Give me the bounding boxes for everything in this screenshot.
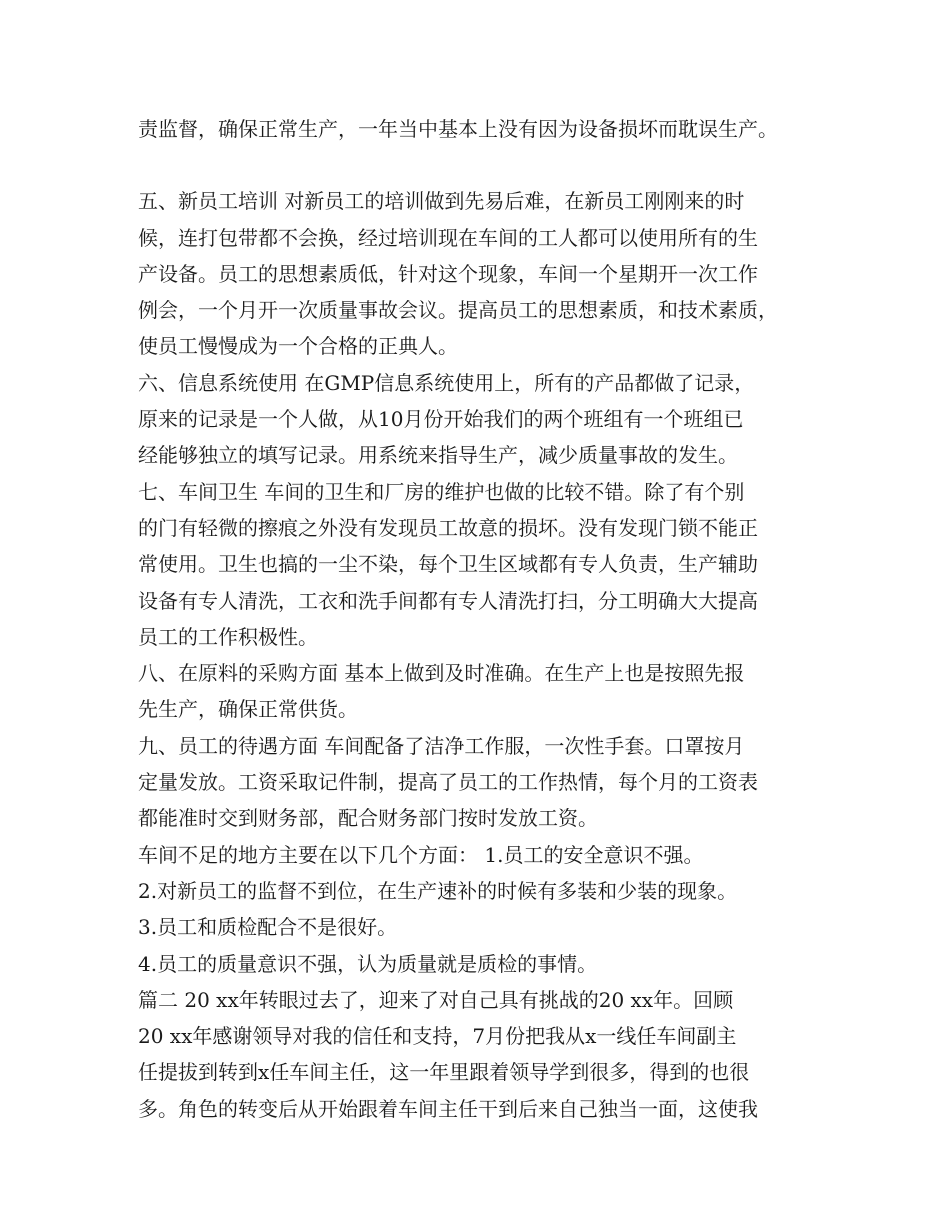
document-body <box>138 111 828 1127</box>
text-line: 都能准时交到财务部，配合财务部门按时发放工资。 <box>138 806 598 831</box>
text-line: 五、新员工培训 对新员工的培训做到先易后难，在新员工刚刚来的时 <box>138 189 745 214</box>
text-line: 设备有专人清洗，工衣和洗手间都有专人清洗打扫，分工明确大大提高 <box>138 588 758 613</box>
text-line: 车间不足的地方主要在以下几个方面： 1.员工的安全意识不强。 <box>138 842 704 867</box>
text-line: 员工的工作积极性。 <box>138 624 318 649</box>
text-line: 七、车间卫生 车间的卫生和厂房的维护也做的比较不错。除了有个别 <box>138 479 745 504</box>
text-line: 六、信息系统使用 在GMP信息系统使用上，所有的产品都做了记录， <box>138 370 755 395</box>
text-line: 2.对新员工的监督不到位，在生产速补的时候有多装和少装的现象。 <box>138 878 738 903</box>
text-line: 篇二 20 xx年转眼过去了，迎来了对自己具有挑战的20 xx年。回顾 <box>138 987 734 1012</box>
text-line: 九、员工的待遇方面 车间配备了洁净工作服，一次性手套。口罩按月 <box>138 733 745 758</box>
text-line: 3.员工和质检配合不是很好。 <box>138 915 398 940</box>
text-line: 4.员工的质量意识不强，认为质量就是质检的事情。 <box>138 951 598 976</box>
text-line: 多。角色的转变后从开始跟着车间主任干到后来自己独当一面，这使我 <box>138 1096 758 1121</box>
text-line: 常使用。卫生也搞的一尘不染，每个卫生区域都有专人负责，生产辅助 <box>138 552 758 577</box>
text-line: 候，连打包带都不会换，经过培训现在车间的工人都可以使用所有的生 <box>138 225 758 250</box>
text-line: 原来的记录是一个人做，从10月份开始我们的两个班组有一个班组已 <box>138 407 744 432</box>
text-line: 使员工慢慢成为一个合格的正典人。 <box>138 334 458 359</box>
text-line: 例会，一个月开一次质量事故会议。提高员工的思想素质，和技术素质， <box>138 298 778 323</box>
text-line: 20 xx年感谢领导对我的信任和支持，7月份把我从x一线任车间副主 <box>138 1024 737 1049</box>
text-line: 八、在原料的采购方面 基本上做到及时准确。在生产上也是按照先报 <box>138 661 745 686</box>
text-line: 先生产，确保正常供货。 <box>138 697 358 722</box>
text-line: 经能够独立的填写记录。用系统来指导生产，减少质量事故的发生。 <box>138 443 738 468</box>
text-line: 定量发放。工资采取记件制，提高了员工的工作热情，每个月的工资表 <box>138 770 758 795</box>
text-line: 的门有轻微的擦痕之外没有发现员工故意的损坏。没有发现门锁不能正 <box>138 515 758 540</box>
text-line: 任提拔到转到x任车间主任，这一年里跟着领导学到很多，得到的也很 <box>138 1060 750 1085</box>
text-line: 责监督，确保正常生产，一年当中基本上没有因为设备损坏而耽误生产。 <box>138 117 778 141</box>
paragraph-gap <box>138 147 828 183</box>
text-line: 产设备。员工的思想素质低，针对这个现象，车间一个星期开一次工作 <box>138 261 758 286</box>
